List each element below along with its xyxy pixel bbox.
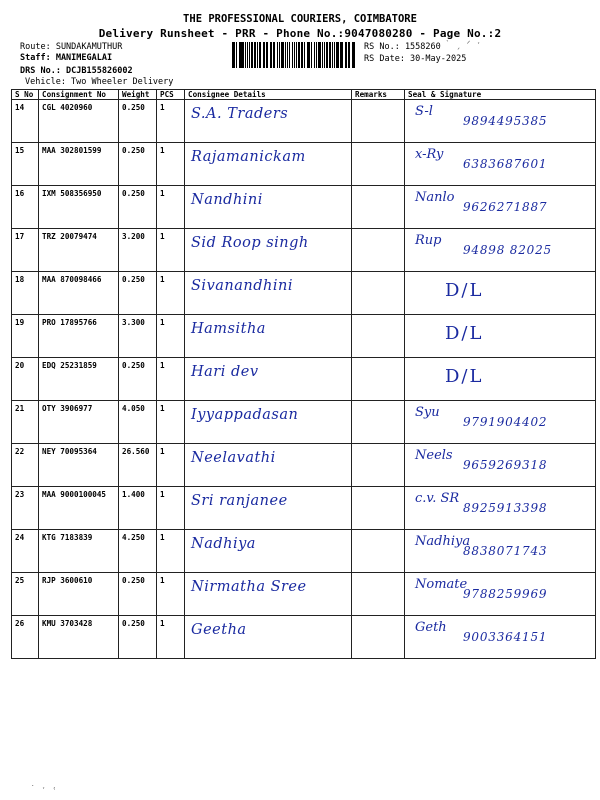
col-signature: Seal & Signature bbox=[405, 90, 596, 100]
handwritten-phone: 9894495385 bbox=[463, 114, 548, 128]
barcode-bar bbox=[301, 42, 304, 68]
handwritten-phone: 8838071743 bbox=[463, 544, 548, 558]
cell-remarks bbox=[352, 401, 405, 444]
cell-consignee: Nirmatha Sree bbox=[185, 573, 352, 616]
barcode-bar bbox=[279, 42, 280, 68]
col-sno: S No bbox=[12, 90, 39, 100]
barcode-bar bbox=[353, 42, 355, 68]
table-row bbox=[12, 530, 596, 573]
cell-sno: 24 bbox=[12, 530, 39, 573]
vehicle-label: Vehicle: Two Wheeler Delivery bbox=[25, 77, 174, 87]
cell-pcs: 1 bbox=[157, 143, 185, 186]
table-row bbox=[12, 315, 596, 358]
cell-consignee: Nandhini bbox=[185, 186, 352, 229]
delivered-mark: D/L bbox=[445, 366, 484, 387]
barcode-bar bbox=[294, 42, 295, 68]
cell-sno: 16 bbox=[12, 186, 39, 229]
cell-pcs: 1 bbox=[157, 530, 185, 573]
barcode-bar bbox=[311, 42, 312, 68]
cell-consignment: RJP 3600610 bbox=[39, 573, 119, 616]
cell-sno: 22 bbox=[12, 444, 39, 487]
cell-signature bbox=[405, 358, 596, 401]
cell-weight: 0.250 bbox=[119, 358, 157, 401]
cell-weight: 0.250 bbox=[119, 272, 157, 315]
cell-weight: 4.250 bbox=[119, 530, 157, 573]
cell-remarks bbox=[352, 186, 405, 229]
table-header-row bbox=[12, 90, 596, 100]
cell-consignee: Hamsitha bbox=[185, 315, 352, 358]
cell-pcs: 1 bbox=[157, 272, 185, 315]
barcode-bar bbox=[309, 42, 310, 68]
cell-signature bbox=[405, 530, 596, 573]
drs-number: DRS No.: DCJB155826002 bbox=[20, 66, 133, 76]
cell-consignment: PRO 17895766 bbox=[39, 315, 119, 358]
cell-signature bbox=[405, 143, 596, 186]
cell-remarks bbox=[352, 530, 405, 573]
cell-consignment: KMU 3703428 bbox=[39, 616, 119, 659]
cell-sno: 19 bbox=[12, 315, 39, 358]
barcode-bar bbox=[318, 42, 321, 68]
cell-consignee: Rajamanickam bbox=[185, 143, 352, 186]
table-row bbox=[12, 100, 596, 143]
cell-weight: 0.250 bbox=[119, 143, 157, 186]
cell-consignee: Sid Roop singh bbox=[185, 229, 352, 272]
delivered-mark: D/L bbox=[445, 323, 484, 344]
cell-sno: 14 bbox=[12, 100, 39, 143]
barcode-bar bbox=[249, 42, 250, 68]
cell-consignee: Hari dev bbox=[185, 358, 352, 401]
delivered-mark: D/L bbox=[445, 280, 484, 301]
cell-consignment: IXM 508356950 bbox=[39, 186, 119, 229]
cell-signature bbox=[405, 616, 596, 659]
cell-pcs: 1 bbox=[157, 616, 185, 659]
cell-remarks bbox=[352, 272, 405, 315]
table-row bbox=[12, 487, 596, 530]
cell-weight: 0.250 bbox=[119, 186, 157, 229]
cell-remarks bbox=[352, 358, 405, 401]
cell-consignment: OTY 3906977 bbox=[39, 401, 119, 444]
cell-pcs: 1 bbox=[157, 487, 185, 530]
barcode-bar bbox=[234, 42, 235, 68]
barcode-bar bbox=[271, 42, 272, 68]
table-row bbox=[12, 358, 596, 401]
cell-consignment: MAA 302801599 bbox=[39, 143, 119, 186]
cell-consignee: Nadhiya bbox=[185, 530, 352, 573]
table-row bbox=[12, 229, 596, 272]
cell-sno: 21 bbox=[12, 401, 39, 444]
signature-scribble: Rup bbox=[415, 233, 442, 248]
cell-consignment: EDQ 25231859 bbox=[39, 358, 119, 401]
cell-sno: 26 bbox=[12, 616, 39, 659]
barcode-bar bbox=[296, 42, 297, 68]
cell-weight: 1.400 bbox=[119, 487, 157, 530]
barcode-bar bbox=[273, 42, 275, 68]
company-title: THE PROFESSIONAL COURIERS, COIMBATORE bbox=[183, 13, 417, 25]
col-weight: Weight bbox=[119, 90, 157, 100]
cell-weight: 0.250 bbox=[119, 573, 157, 616]
cell-sno: 15 bbox=[12, 143, 39, 186]
barcode-bar bbox=[245, 42, 246, 68]
barcode-bar bbox=[334, 42, 335, 68]
barcode-bar bbox=[324, 42, 325, 68]
barcode bbox=[232, 42, 356, 68]
cell-signature bbox=[405, 186, 596, 229]
cell-consignee: Geetha bbox=[185, 616, 352, 659]
handwritten-phone: 9788259969 bbox=[463, 587, 548, 601]
cell-signature bbox=[405, 487, 596, 530]
cell-signature bbox=[405, 229, 596, 272]
table-row bbox=[12, 143, 596, 186]
cell-remarks bbox=[352, 100, 405, 143]
handwritten-phone: 9626271887 bbox=[463, 200, 548, 214]
cell-consignment: MAA 870098466 bbox=[39, 272, 119, 315]
col-consignee: Consignee Details bbox=[185, 90, 352, 100]
cell-consignee: S.A. Traders bbox=[185, 100, 352, 143]
table-row bbox=[12, 444, 596, 487]
signature-scribble: S-l bbox=[415, 104, 433, 119]
col-consignment: Consignment No bbox=[39, 90, 119, 100]
cell-remarks bbox=[352, 487, 405, 530]
col-pcs: PCS bbox=[157, 90, 185, 100]
col-remarks: Remarks bbox=[352, 90, 405, 100]
barcode-bar bbox=[348, 42, 350, 68]
cell-sno: 23 bbox=[12, 487, 39, 530]
handwritten-phone: 6383687601 bbox=[463, 157, 548, 171]
signature-scribble: Neels bbox=[415, 448, 453, 463]
cell-signature bbox=[405, 272, 596, 315]
cell-remarks bbox=[352, 143, 405, 186]
barcode-bar bbox=[346, 42, 347, 68]
table-row bbox=[12, 401, 596, 444]
signature-scribble: Nadhiya bbox=[415, 534, 471, 549]
cell-signature bbox=[405, 444, 596, 487]
cell-sno: 20 bbox=[12, 358, 39, 401]
cell-sno: 18 bbox=[12, 272, 39, 315]
runsheet-title: Delivery Runsheet - PRR - Phone No.:9047080280 - Page No.:2 bbox=[98, 27, 502, 40]
barcode-bar bbox=[289, 42, 291, 68]
signature-scribble: x-Ry bbox=[415, 147, 444, 162]
cell-remarks bbox=[352, 573, 405, 616]
cell-pcs: 1 bbox=[157, 315, 185, 358]
table-row bbox=[12, 573, 596, 616]
cell-signature bbox=[405, 100, 596, 143]
cell-pcs: 1 bbox=[157, 358, 185, 401]
cell-consignee: Iyyappadasan bbox=[185, 401, 352, 444]
cell-remarks bbox=[352, 315, 405, 358]
signature-scribble: Nomate bbox=[415, 577, 468, 592]
barcode-bar bbox=[332, 42, 333, 68]
barcode-bar bbox=[340, 42, 343, 68]
cell-remarks bbox=[352, 444, 405, 487]
barcode-bar bbox=[287, 42, 288, 68]
barcode-bar bbox=[266, 42, 268, 68]
signature-scribble: c.v. SR bbox=[415, 491, 460, 506]
barcode-bar bbox=[326, 42, 328, 68]
cell-consignment: NEY 70095364 bbox=[39, 444, 119, 487]
cell-signature bbox=[405, 401, 596, 444]
cell-remarks bbox=[352, 616, 405, 659]
barcode-bar bbox=[281, 42, 284, 68]
table-row bbox=[12, 616, 596, 659]
cell-consignment: KTG 7183839 bbox=[39, 530, 119, 573]
signature-scribble: Geth bbox=[415, 620, 447, 635]
table-row bbox=[12, 272, 596, 315]
cell-weight: 3.200 bbox=[119, 229, 157, 272]
cell-consignee: Neelavathi bbox=[185, 444, 352, 487]
route-label: Route: SUNDAKAMUTHUR bbox=[20, 42, 123, 52]
cell-consignee: Sri ranjanee bbox=[185, 487, 352, 530]
cell-weight: 4.050 bbox=[119, 401, 157, 444]
barcode-bar bbox=[338, 42, 339, 68]
handwritten-phone: 9003364151 bbox=[463, 630, 548, 644]
cell-weight: 3.300 bbox=[119, 315, 157, 358]
barcode-bar bbox=[316, 42, 317, 68]
cell-sno: 25 bbox=[12, 573, 39, 616]
cell-pcs: 1 bbox=[157, 444, 185, 487]
cell-pcs: 1 bbox=[157, 401, 185, 444]
cell-weight: 0.250 bbox=[119, 100, 157, 143]
cell-remarks bbox=[352, 229, 405, 272]
cell-weight: 26.560 bbox=[119, 444, 157, 487]
cell-signature bbox=[405, 315, 596, 358]
signature-scribble: Nanlo bbox=[415, 190, 455, 205]
faint-mark: ˙ ˑ ˓ bbox=[30, 785, 58, 795]
faint-mark: ˋ ˏ ᐟ ˑ bbox=[445, 40, 482, 50]
staff-label: Staff: MANIMEGALAI bbox=[20, 53, 113, 63]
cell-weight: 0.250 bbox=[119, 616, 157, 659]
runsheet-table bbox=[11, 89, 596, 659]
barcode-bar bbox=[257, 42, 258, 68]
handwritten-phone: 9659269318 bbox=[463, 458, 548, 472]
cell-pcs: 1 bbox=[157, 186, 185, 229]
handwritten-phone: 8925913398 bbox=[463, 501, 548, 515]
signature-scribble: Syu bbox=[415, 405, 440, 420]
barcode-bar bbox=[241, 42, 244, 68]
cell-pcs: 1 bbox=[157, 573, 185, 616]
handwritten-phone: 9791904402 bbox=[463, 415, 548, 429]
barcode-bar bbox=[264, 42, 265, 68]
rs-date: RS Date: 30-May-2025 bbox=[364, 54, 467, 64]
barcode-bar bbox=[259, 42, 262, 68]
cell-pcs: 1 bbox=[157, 100, 185, 143]
cell-consignment: CGL 4020960 bbox=[39, 100, 119, 143]
rs-number: RS No.: 1558260 bbox=[364, 42, 441, 52]
barcode-bar bbox=[251, 42, 253, 68]
barcode-bar bbox=[304, 42, 305, 68]
cell-signature bbox=[405, 573, 596, 616]
cell-consignee: Sivanandhini bbox=[185, 272, 352, 315]
cell-pcs: 1 bbox=[157, 229, 185, 272]
cell-consignment: TRZ 20079474 bbox=[39, 229, 119, 272]
cell-consignment: MAA 9000100045 bbox=[39, 487, 119, 530]
table-row bbox=[12, 186, 596, 229]
cell-sno: 17 bbox=[12, 229, 39, 272]
handwritten-phone: 94898 82025 bbox=[463, 243, 552, 257]
barcode-bar bbox=[236, 42, 237, 68]
